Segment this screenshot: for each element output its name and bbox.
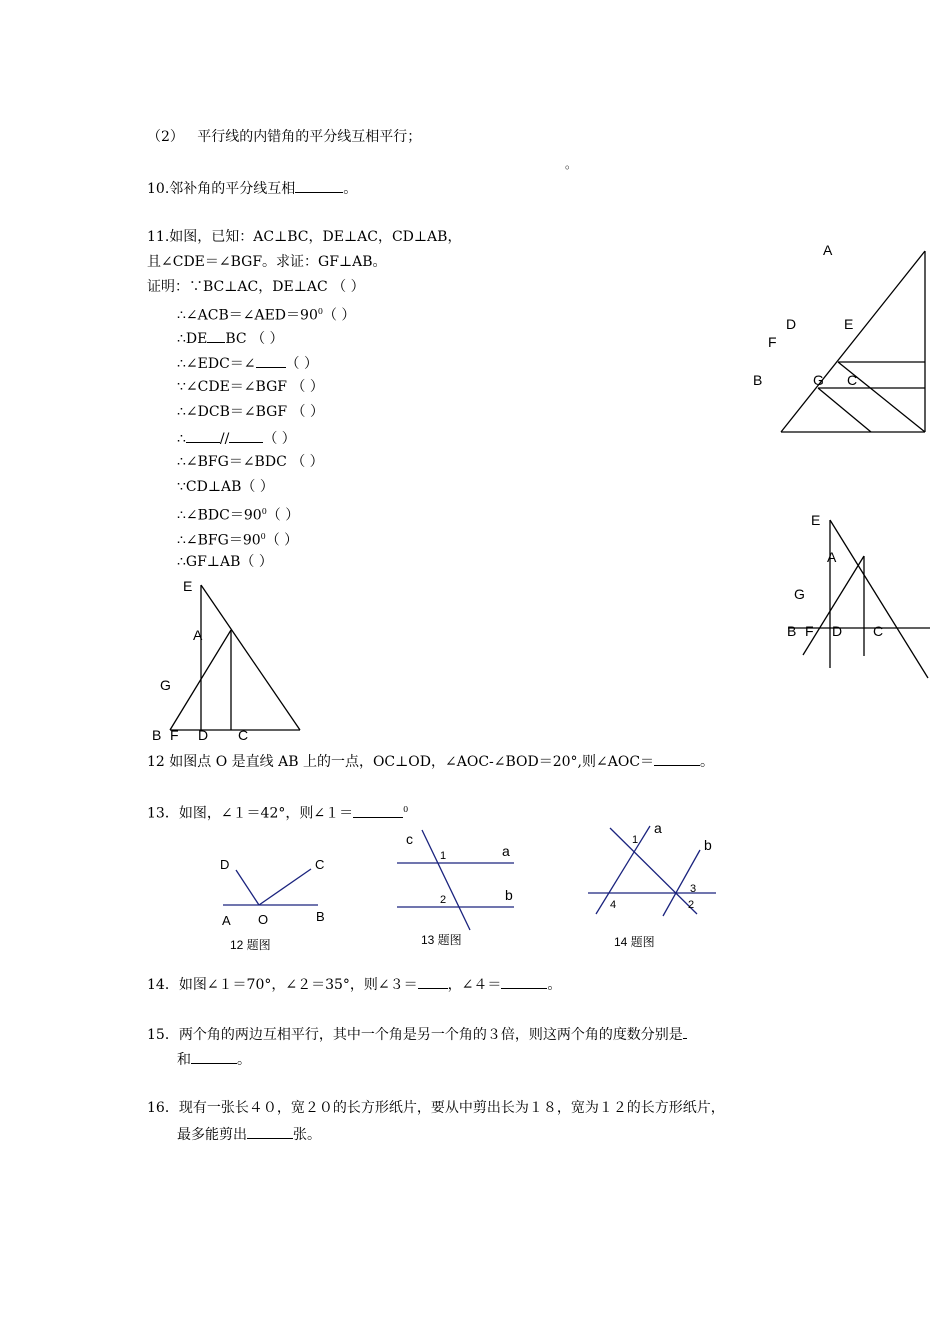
- q16-text: 最多能剪出: [177, 1127, 247, 1143]
- q16-answer-blank[interactable]: [247, 1124, 293, 1139]
- q9-part2-number: （2）: [147, 129, 184, 145]
- fig12-label-o: O: [258, 912, 269, 927]
- fig-left-label-e: E: [183, 578, 193, 594]
- fig-left-label-a: A: [193, 627, 203, 643]
- step-11-reason: （ ）: [265, 532, 299, 549]
- step-10-reason: （ ）: [266, 507, 300, 524]
- stray-period: 。: [565, 157, 578, 171]
- q15-and: 和: [177, 1052, 191, 1068]
- fig-rt-label-e: E: [844, 316, 854, 332]
- q12-post: 。: [700, 754, 715, 770]
- q11-given: 且∠CDE＝∠BGF。求证：GF⊥AB。: [147, 254, 387, 270]
- fig14-label-4: 4: [610, 899, 617, 911]
- fig-rm-label-f: F: [805, 623, 814, 639]
- question-14: [147, 974, 561, 994]
- fig14-label-1: 1: [632, 834, 639, 846]
- step-7-text: ∴: [177, 431, 186, 447]
- q16-post: 张。: [293, 1127, 321, 1143]
- step-3-text: ∴DE: [177, 331, 208, 347]
- q15-post: 。: [237, 1052, 251, 1068]
- fig13-label-1: 1: [440, 850, 447, 862]
- fig-rm-label-d: D: [832, 623, 843, 639]
- step-11-text: ∴∠BFG＝90: [177, 532, 261, 549]
- question-16-line2: [177, 1124, 321, 1144]
- fig14-label-b: b: [704, 837, 712, 853]
- q15-text: 15．两个角的两边互相平行，其中一个角是另一个角的３倍，则这两个角的度数分别是: [147, 1027, 683, 1043]
- step-2-text: ∴∠ACB＝∠AED＝90: [177, 307, 318, 324]
- question-15-line2: [177, 1049, 251, 1069]
- fig14-label-3: 3: [690, 883, 697, 895]
- q10-text: 10.邻补角的平分线互相: [147, 181, 296, 197]
- step-4-reason: （ ）: [285, 356, 318, 372]
- q11-proof-step-12: ∴GF⊥AB（ ）: [177, 554, 273, 570]
- q13-text: 13．如图，∠１＝42°，则∠１＝: [147, 805, 354, 822]
- degree-mark: 0: [260, 532, 266, 541]
- fig-rm-label-g: G: [794, 586, 805, 602]
- fig-rt-label-g: G: [813, 372, 824, 388]
- step-2-reason: （ ）: [322, 307, 356, 324]
- step-3-reason: BC （ ）: [225, 331, 284, 347]
- fig12-label-a: A: [222, 913, 231, 928]
- degree-mark: 0: [317, 307, 323, 316]
- q10-post: 。: [343, 181, 358, 197]
- fig-rm-label-b: B: [787, 623, 797, 639]
- fig13-label-a: a: [502, 843, 510, 859]
- fig13-label-2: 2: [440, 894, 447, 906]
- fig-rt-label-d: D: [786, 316, 797, 332]
- fig-rm-label-c: C: [873, 623, 884, 639]
- q11-title: 11.如图，已知：AC⊥BC，DE⊥AC，CD⊥AB，: [147, 229, 462, 245]
- fig13-caption: 13 题图: [421, 933, 462, 947]
- fig12-caption: 12 题图: [230, 938, 271, 952]
- fig14-caption: 14 题图: [614, 935, 655, 949]
- degree-mark: 0: [403, 805, 409, 814]
- fig12-label-c: C: [315, 857, 325, 872]
- q14-mid: ，∠４＝: [447, 977, 502, 993]
- fig-left-label-c: C: [238, 727, 249, 743]
- q14-text: 14．如图∠１＝70°，∠２＝35°，则∠３＝: [147, 977, 418, 993]
- fig-left-label-b: B: [152, 727, 162, 743]
- step-7-reason: （ ）: [263, 431, 296, 447]
- q11-proof-step-9: ∵CD⊥AB（ ）: [177, 479, 274, 495]
- q9-part2-text: 平行线的内错角的平分线互相平行；: [197, 129, 422, 145]
- fig-rt-label-c: C: [847, 372, 858, 388]
- q15-answer-blank-2[interactable]: [191, 1049, 237, 1064]
- q14-answer-blank-1[interactable]: [418, 974, 448, 989]
- step-4-text: ∴∠EDC＝∠: [177, 356, 256, 372]
- q14-post: 。: [547, 977, 562, 993]
- q12-text: 12 如图点 O 是直线 AB 上的一点，OC⊥OD，∠AOC-∠BOD＝20°,则∠AOC＝: [147, 754, 655, 770]
- proof-label: 证明：: [147, 279, 189, 295]
- q14-answer-blank-2[interactable]: [501, 974, 547, 989]
- fig13-label-b: b: [505, 887, 513, 903]
- q11-proof-step-5: ∵∠CDE＝∠BGF （ ）: [177, 379, 324, 395]
- q11-proof-step-6: ∴∠DCB＝∠BGF （ ）: [177, 404, 324, 420]
- fig14-label-2: 2: [688, 899, 695, 911]
- fig13-label-c: c: [406, 831, 413, 847]
- fig-rt-label-b: B: [753, 372, 763, 388]
- fig-rm-label-e: E: [811, 512, 821, 528]
- step-1-text: ∵BC⊥AC，DE⊥AC （ ）: [189, 279, 365, 295]
- fig-rt-label-f: F: [768, 334, 777, 350]
- parallel-sign: //: [219, 431, 230, 447]
- fig-rt-label-a: A: [823, 242, 833, 258]
- fig-left-label-d: D: [198, 727, 209, 743]
- fig-rm-label-a: A: [827, 549, 837, 565]
- line-a: [596, 826, 650, 914]
- fig12-label-b: B: [316, 909, 325, 924]
- step-10-text: ∴∠BDC＝90: [177, 507, 262, 524]
- question-16-line1: 16．现有一张长４０，宽２０的长方形纸片，要从中剪出长为１８，宽为１２的长方形纸片，: [147, 1100, 725, 1116]
- question-15-line1: [147, 1024, 687, 1044]
- fig-left-label-g: G: [160, 677, 171, 693]
- fig-left-label-f: F: [170, 727, 179, 743]
- q11-proof-step-8: ∴∠BFG＝∠BDC （ ）: [177, 454, 324, 470]
- degree-mark: 0: [261, 507, 267, 516]
- q15-answer-blank-1[interactable]: [683, 1024, 687, 1039]
- fig12-label-d: D: [220, 857, 230, 872]
- fig14-label-a: a: [654, 820, 662, 836]
